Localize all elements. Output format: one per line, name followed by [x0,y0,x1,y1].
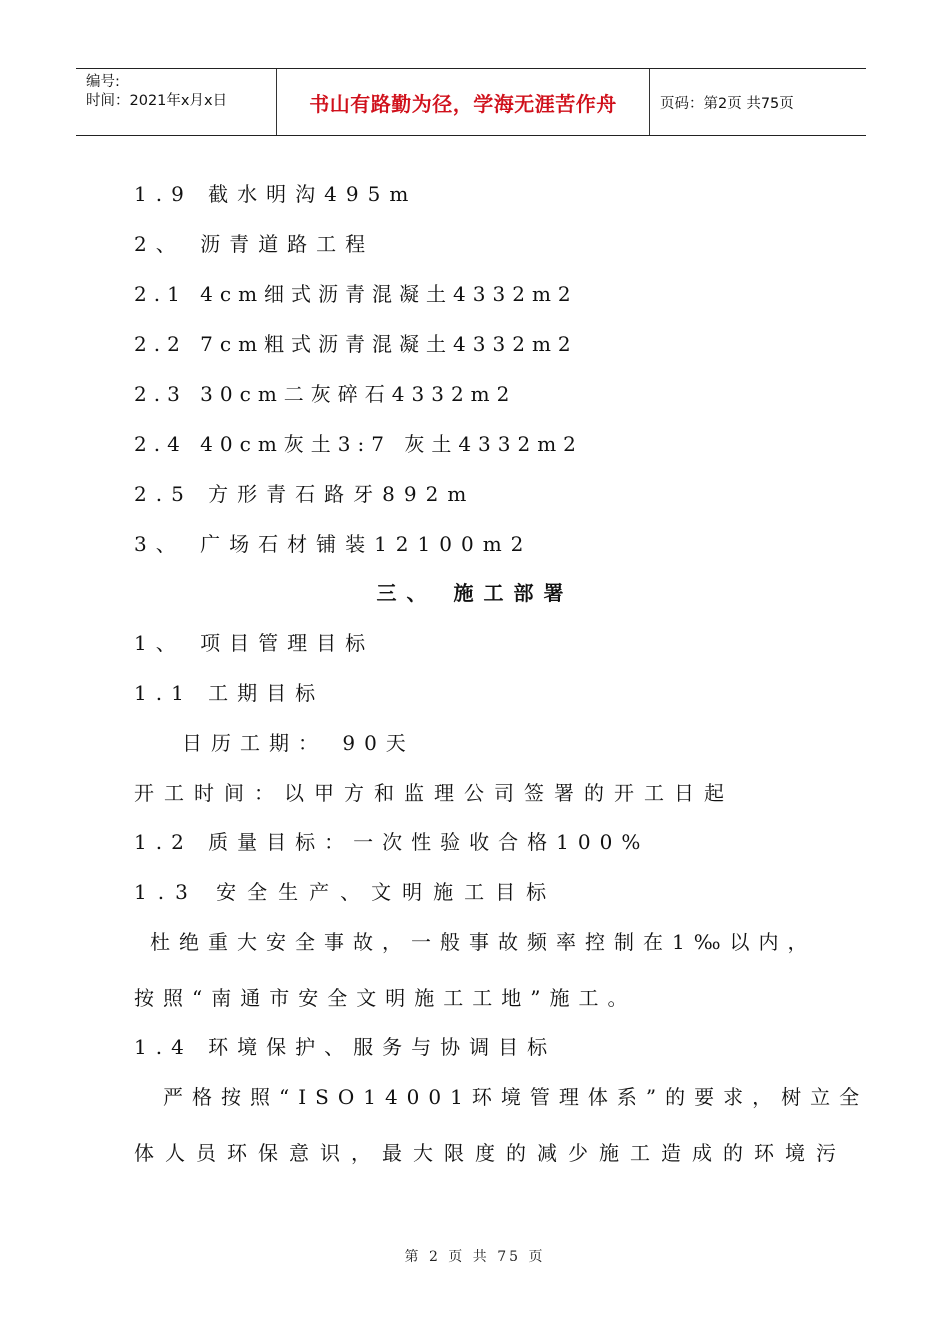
header-page-info: 页码：第2页 共75页 [660,95,794,112]
page-header [76,68,866,136]
text-line: 1.9 截水明沟495m [134,182,418,206]
text-line: 3、 广场石材铺装12100m2 [134,532,533,556]
text-line: 体人员环保意识，最大限度的减少施工造成的环境污 [134,1141,847,1165]
text-line: 2.5 方形青石路牙892m [134,482,476,506]
text-line: 1.3 安全生产、文明施工目标 [134,880,558,904]
text-line: 杜绝重大安全事故，一般事故频率控制在1‰以内， [150,930,817,954]
text-line: 2.4 40cm灰土3:7 灰土4332m2 [134,432,583,456]
text-line: 1.4 环境保护、服务与协调目标 [134,1035,557,1059]
header-meta [76,69,277,135]
header-motto: 书山有路勤为径，学海无涯苦作舟 [277,69,650,135]
page-footer: 第 2 页 共 75 页 [404,1249,546,1265]
text-line: 2.3 30cm二灰碎石4332m2 [134,382,517,406]
text-line: 2.1 4cm细式沥青混凝土4332m2 [134,282,578,306]
document-number-label: 编号: [86,74,120,90]
text-line: 1.2 质量目标：一次性验收合格100% [134,830,650,854]
text-line: 严格按照“ISO14001环境管理体系”的要求，树立全 [163,1085,869,1109]
section-heading: 三、 施工部署 [376,581,574,605]
text-line: 日历工期： 90天 [182,731,415,755]
text-line: 开工时间：以甲方和监理公司签署的开工日起 [134,781,734,805]
text-line: 1.1 工期目标 [134,681,325,705]
text-line: 2、 沥青道路工程 [134,232,375,256]
text-line: 2.2 7cm粗式沥青混凝土4332m2 [134,332,578,356]
document-time-label: 时间：2021年x月x日 [86,93,228,109]
text-line: 按照“南通市安全文明施工工地”施工。 [134,986,637,1010]
text-line: 1、 项目管理目标 [134,631,375,655]
